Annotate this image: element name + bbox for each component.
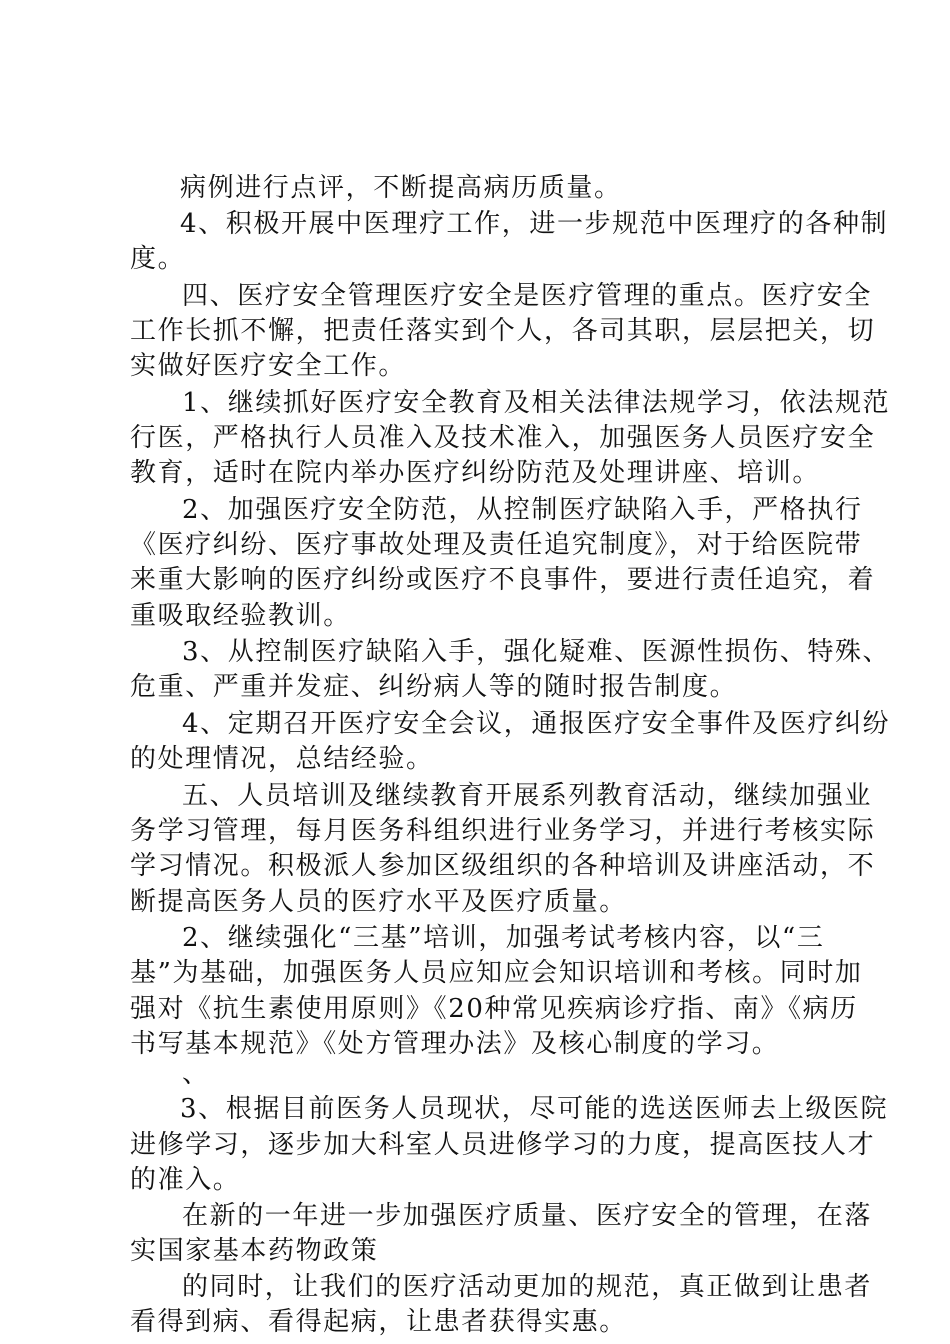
paragraph-line: 的同时，让我们的医疗活动更加的规范，真正做到让患者 (182, 1272, 873, 1302)
paragraph-line: 、 (182, 1059, 210, 1089)
paragraph-line: 的处理情况，总结经验。 (130, 744, 434, 774)
paragraph-line: 度。 (130, 244, 186, 274)
paragraph-line: 四、医疗安全管理医疗安全是医疗管理的重点。医疗安全 (182, 281, 873, 311)
paragraph-line: 3、根据目前医务人员现状，尽可能的选送医师去上级医院 (180, 1094, 889, 1124)
paragraph-line: 学习情况。积极派人参加区级组织的各种培训及讲座活动，不 (130, 851, 876, 881)
paragraph-line: 1、继续抓好医疗安全教育及相关法律法规学习，依法规范 (182, 388, 891, 418)
paragraph-line: 基”为基础，加强医务人员应知应会知识培训和考核。同时加 (130, 958, 863, 988)
paragraph-line: 重吸取经验教训。 (130, 601, 351, 631)
paragraph-line: 看得到病、看得起病，让患者获得实惠。 (130, 1307, 627, 1337)
paragraph-line: 4、定期召开医疗安全会议，通报医疗安全事件及医疗纠纷 (182, 709, 891, 739)
paragraph-line: 工作长抓不懈，把责任落实到个人，各司其职，层层把关，切 (130, 316, 876, 346)
paragraph-line: 病例进行点评，不断提高病历质量。 (180, 173, 622, 203)
paragraph-line: 3、从控制医疗缺陷入手，强化疑难、医源性损伤、特殊、 (182, 637, 891, 667)
paragraph-line: 行医，严格执行人员准入及技术准入，加强医务人员医疗安全 (130, 423, 876, 453)
paragraph-line: 进修学习，逐步加大科室人员进修学习的力度，提高医技人才 (130, 1130, 876, 1160)
paragraph-line: 来重大影响的医疗纠纷或医疗不良事件，要进行责任追究，着 (130, 565, 876, 595)
paragraph-line: 在新的一年进一步加强医疗质量、医疗安全的管理，在落 (182, 1201, 873, 1231)
paragraph-line: 实国家基本药物政策 (130, 1236, 379, 1266)
paragraph-line: 五、人员培训及继续教育开展系列教育活动，继续加强业 (182, 781, 873, 811)
paragraph-line: 实做好医疗安全工作。 (130, 351, 407, 381)
paragraph-line: 断提高医务人员的医疗水平及医疗质量。 (130, 887, 627, 917)
paragraph-line: 强对《抗生素使用原则》《20种常见疾病诊疗指、南》《病历 (130, 994, 858, 1024)
paragraph-line: 书写基本规范》《处方管理办法》及核心制度的学习。 (130, 1029, 780, 1059)
paragraph-line: 危重、严重并发症、纠纷病人等的随时报告制度。 (130, 672, 738, 702)
paragraph-line: 4、积极开展中医理疗工作，进一步规范中医理疗的各种制 (180, 209, 889, 239)
paragraph-line: 务学习管理，每月医务科组织进行业务学习，并进行考核实际 (130, 816, 876, 846)
paragraph-line: 2、加强医疗安全防范，从控制医疗缺陷入手，严格执行 (182, 495, 863, 525)
paragraph-line: 教育，适时在院内举办医疗纠纷防范及处理讲座、培训。 (130, 458, 821, 488)
paragraph-line: 《医疗纠纷、医疗事故处理及责任追究制度》，对于给医院带 (130, 530, 863, 560)
paragraph-line: 的准入。 (130, 1165, 241, 1195)
paragraph-line: 2、继续强化“三基”培训，加强考试考核内容，以“三 (182, 923, 825, 953)
